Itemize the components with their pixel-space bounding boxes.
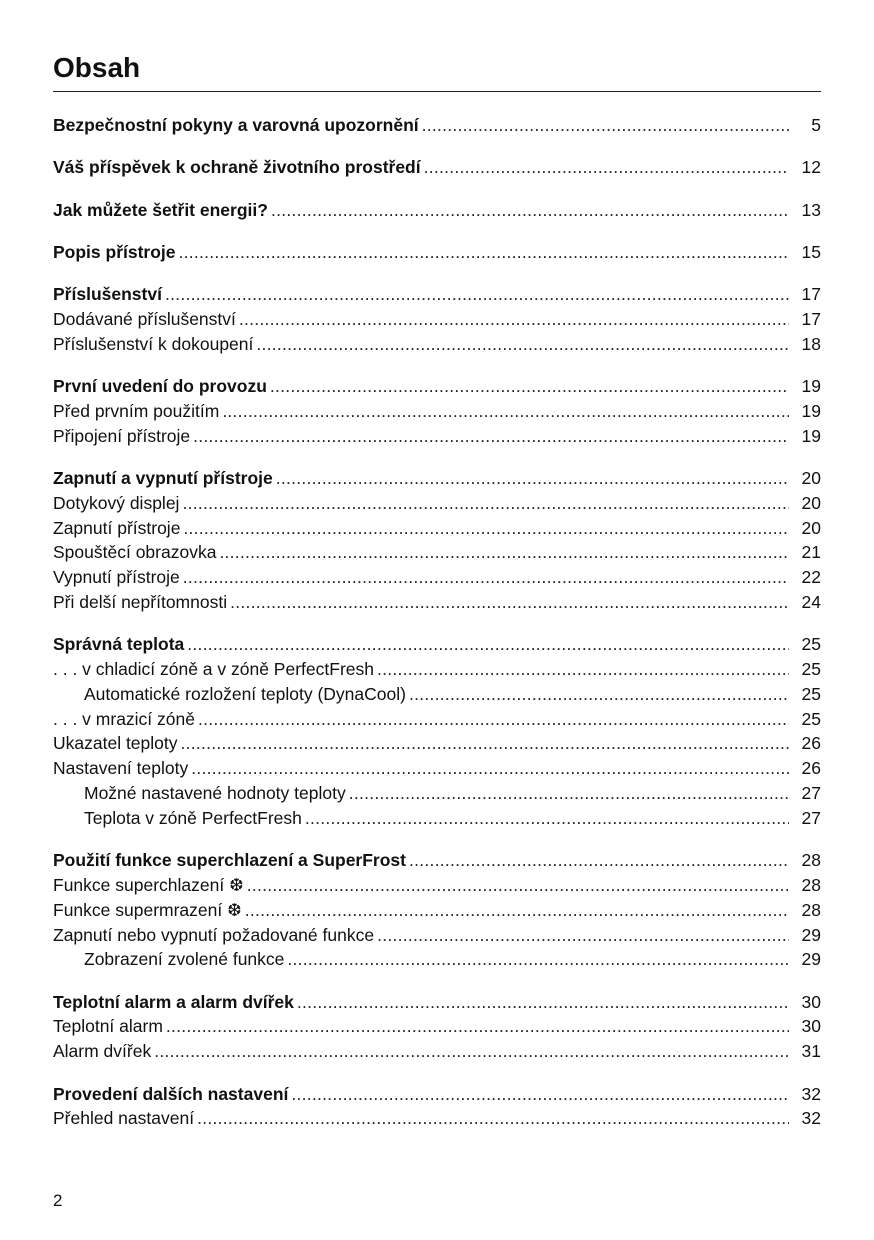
toc-subentry[interactable] — [53, 332, 821, 357]
toc-dot-leader — [181, 731, 789, 756]
toc-subentry[interactable] — [53, 781, 821, 806]
toc-chapter-entry[interactable] — [53, 240, 821, 265]
toc-dot-leader — [297, 990, 789, 1015]
toc-dot-leader — [183, 516, 789, 541]
toc-subentry[interactable] — [53, 731, 821, 756]
toc-section — [53, 155, 821, 180]
toc-chapter-entry[interactable] — [53, 113, 821, 138]
toc-subentry[interactable] — [53, 399, 821, 424]
toc-subentry[interactable] — [53, 491, 821, 516]
toc-entry-label: Zobrazení zvolené funkce — [84, 949, 285, 970]
toc-entry-label: První uvedení do provozu — [53, 376, 267, 397]
toc-entry-page: 26 — [801, 733, 821, 754]
toc-entry-page: 31 — [801, 1041, 821, 1062]
toc-chapter-entry[interactable] — [53, 632, 821, 657]
toc-section — [53, 466, 821, 615]
toc-dot-leader — [409, 848, 789, 873]
toc-entry-page: 21 — [801, 542, 821, 563]
toc-dot-leader — [422, 113, 789, 138]
toc-entry-label: Ukazatel teploty — [53, 733, 178, 754]
toc-subentry[interactable] — [53, 590, 821, 615]
toc-subentry[interactable] — [53, 756, 821, 781]
toc-subentry[interactable] — [53, 424, 821, 449]
toc-dot-leader — [287, 947, 789, 972]
toc-chapter-entry[interactable] — [53, 466, 821, 491]
toc-dot-leader — [247, 873, 789, 898]
toc-subentry[interactable] — [53, 898, 821, 923]
toc-section — [53, 374, 821, 448]
toc-subentry[interactable] — [53, 806, 821, 831]
toc-entry-label: Funkce supermrazení ❆ — [53, 899, 242, 920]
toc-dot-leader — [182, 491, 789, 516]
toc-entry-page: 18 — [801, 333, 821, 354]
toc-chapter-entry[interactable] — [53, 990, 821, 1015]
toc-dot-leader — [187, 632, 789, 657]
toc-entry-label: Jak můžete šetřit energii? — [53, 199, 268, 220]
toc-entry-label: Zapnutí nebo vypnutí požadované funkce — [53, 924, 375, 945]
toc-dot-leader — [179, 240, 789, 265]
toc-entry-page: 27 — [801, 783, 821, 804]
toc-chapter-entry[interactable] — [53, 1082, 821, 1107]
toc-entry-label: Zapnutí a vypnutí přístroje — [53, 467, 273, 488]
toc-entry-page: 28 — [801, 874, 821, 895]
toc-entry-page: 25 — [801, 634, 821, 655]
toc-chapter-entry[interactable] — [53, 282, 821, 307]
toc-subentry[interactable] — [53, 873, 821, 898]
toc-entry-page: 32 — [801, 1083, 821, 1104]
toc-entry-page: 17 — [801, 284, 821, 305]
toc-entry-page: 27 — [801, 807, 821, 828]
toc-dot-leader — [256, 332, 789, 357]
toc-subentry[interactable] — [53, 657, 821, 682]
toc-entry-page: 19 — [801, 425, 821, 446]
toc-entry-label: Funkce superchlazení ❆ — [53, 874, 244, 895]
toc-entry-page: 15 — [801, 241, 821, 262]
toc-dot-leader — [191, 756, 789, 781]
toc-entry-page: 20 — [801, 492, 821, 513]
toc-subentry[interactable] — [53, 707, 821, 732]
toc-subentry[interactable] — [53, 540, 821, 565]
toc-entry-label: Příslušenství k dokoupení — [53, 333, 254, 354]
toc-entry-label: Popis přístroje — [53, 241, 176, 262]
toc-chapter-entry[interactable] — [53, 374, 821, 399]
toc-entry-page: 25 — [801, 683, 821, 704]
toc-section — [53, 198, 821, 223]
toc-entry-label: Automatické rozložení teploty (DynaCool) — [84, 683, 406, 704]
toc-entry-page: 19 — [801, 400, 821, 421]
toc-entry-label: Dotykový displej — [53, 492, 180, 513]
toc-dot-leader — [166, 1014, 789, 1039]
toc-entry-label: Vypnutí přístroje — [53, 567, 180, 588]
toc-dot-leader — [239, 307, 789, 332]
toc-dot-leader — [271, 198, 789, 223]
toc-entry-label: Příslušenství — [53, 284, 162, 305]
toc-dot-leader — [349, 781, 789, 806]
toc-dot-leader — [377, 657, 789, 682]
toc-entry-page: 28 — [801, 899, 821, 920]
toc-entry-label: Teplotní alarm a alarm dvířek — [53, 991, 294, 1012]
toc-dot-leader — [193, 424, 789, 449]
toc-dot-leader — [222, 399, 789, 424]
toc-section — [53, 1082, 821, 1132]
toc-dot-leader — [305, 806, 789, 831]
toc-entry-label: . . . v chladicí zóně a v zóně PerfectFresh — [53, 659, 374, 680]
toc-subentry[interactable] — [53, 1039, 821, 1064]
toc-section — [53, 990, 821, 1064]
toc-entry-label: Přehled nastavení — [53, 1108, 195, 1129]
toc-entry-page: 32 — [801, 1108, 821, 1129]
toc-section — [53, 632, 821, 830]
toc-entry-page: 5 — [811, 115, 821, 135]
toc-entry-label: Možné nastavené hodnoty teploty — [84, 783, 346, 804]
toc-entry-label: Váš příspěvek k ochraně životního prostředí — [53, 157, 421, 178]
toc-entry-page: 25 — [801, 708, 821, 729]
toc-subentry[interactable] — [53, 307, 821, 332]
toc-dot-leader — [165, 282, 789, 307]
toc-entry-page: 25 — [801, 659, 821, 680]
toc-entry-page: 28 — [801, 850, 821, 871]
toc-section — [53, 113, 821, 138]
toc-entry-label: Použití funkce superchlazení a SuperFrost — [53, 850, 406, 871]
toc-entry-label: Nastavení teploty — [53, 758, 189, 779]
toc-entry-label: Alarm dvířek — [53, 1041, 152, 1062]
toc-entry-label: Spouštěcí obrazovka — [53, 542, 217, 563]
toc-dot-leader — [270, 374, 789, 399]
toc-entry-label: Při delší nepřítomnosti — [53, 591, 228, 612]
toc-entry-label: Teplota v zóně PerfectFresh — [84, 807, 302, 828]
toc-dot-leader — [377, 923, 789, 948]
toc-entry-page: 20 — [801, 467, 821, 488]
toc-entry-page: 26 — [801, 758, 821, 779]
toc-entry-page: 24 — [801, 591, 821, 612]
toc-chapter-entry[interactable] — [53, 198, 821, 223]
toc-dot-leader — [154, 1039, 789, 1064]
toc-entry-label: . . . v mrazicí zóně — [53, 708, 195, 729]
title-divider — [53, 91, 821, 92]
toc-dot-leader — [230, 590, 789, 615]
toc-entry-label: Zapnutí přístroje — [53, 517, 181, 538]
toc-section — [53, 240, 821, 265]
toc-entry-label: Bezpečnostní pokyny a varovná upozornění — [53, 115, 419, 135]
toc-dot-leader — [424, 155, 789, 180]
toc-entry-label: Dodávané příslušenství — [53, 308, 236, 329]
toc-subentry[interactable] — [53, 682, 821, 707]
toc-entry-page: 12 — [801, 157, 821, 178]
toc-section — [53, 848, 821, 972]
toc-subentry[interactable] — [53, 1106, 821, 1131]
toc-entry-label: Před prvním použitím — [53, 400, 220, 421]
toc-entry-page: 30 — [801, 991, 821, 1012]
toc-entry-page: 13 — [801, 199, 821, 220]
toc-entry-page: 20 — [801, 517, 821, 538]
toc-entry-page: 19 — [801, 376, 821, 397]
toc-entry-page: 22 — [801, 567, 821, 588]
toc-dot-leader — [183, 565, 789, 590]
toc-dot-leader — [245, 898, 789, 923]
toc-entry-label: Teplotní alarm — [53, 1016, 163, 1037]
toc-subentry[interactable] — [53, 565, 821, 590]
toc-subentry[interactable] — [53, 923, 821, 948]
toc-subentry[interactable] — [53, 947, 821, 972]
toc-section — [53, 282, 821, 356]
toc-subentry[interactable] — [53, 1014, 821, 1039]
toc-entry-page: 17 — [801, 308, 821, 329]
toc-entry-label: Správná teplota — [53, 634, 185, 655]
toc-entry-page: 30 — [801, 1016, 821, 1037]
toc-dot-leader — [409, 682, 789, 707]
toc-chapter-entry[interactable] — [53, 848, 821, 873]
toc-entry-label: Připojení přístroje — [53, 425, 191, 446]
toc-entry-page: 29 — [801, 949, 821, 970]
toc-dot-leader — [197, 1106, 789, 1131]
toc-dot-leader — [198, 707, 789, 732]
toc-dot-leader — [276, 466, 789, 491]
toc-chapter-entry[interactable] — [53, 155, 821, 180]
toc-dot-leader — [291, 1082, 789, 1107]
table-of-contents — [53, 113, 821, 1149]
page-number: 2 — [53, 1191, 63, 1210]
page-title: Obsah — [53, 52, 141, 83]
toc-entry-page: 29 — [801, 924, 821, 945]
toc-dot-leader — [219, 540, 789, 565]
toc-entry-label: Provedení dalších nastavení — [53, 1083, 289, 1104]
toc-subentry[interactable] — [53, 516, 821, 541]
